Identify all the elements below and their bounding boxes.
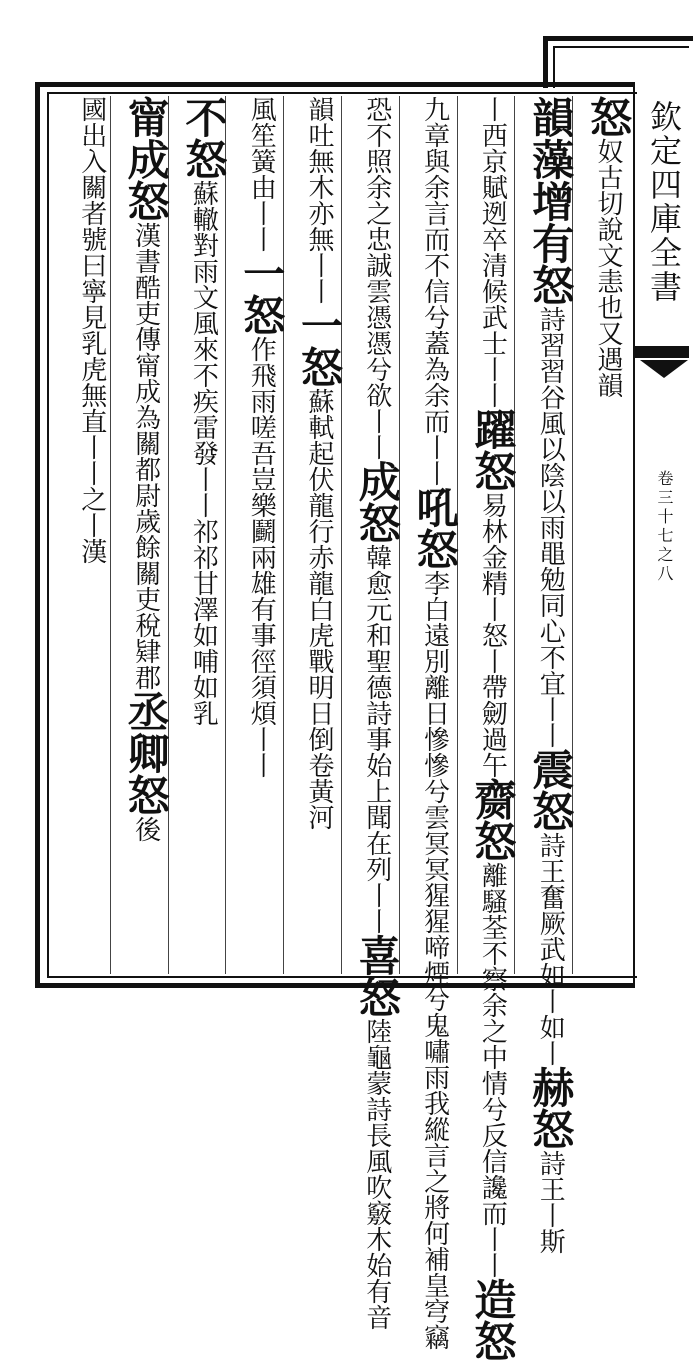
column-text: 恐不照余之忠誠雲憑憑兮欲丨丨 — [361, 96, 392, 460]
column-text: 九章與余言而不信兮蓋為余而丨丨 — [419, 96, 450, 486]
text-column — [52, 96, 110, 976]
frame-border — [553, 46, 689, 48]
headword: 丞卿怒 — [121, 690, 171, 816]
column-text: 丨丨祁祁甘澤如哺如乳 — [188, 466, 219, 726]
frame-border — [47, 92, 637, 94]
text-column — [168, 96, 229, 976]
margin-volume: 卷三十七之八 — [655, 470, 674, 584]
headword: 齌怒 — [468, 778, 518, 862]
frame-border — [35, 82, 40, 987]
text-column — [457, 96, 518, 1362]
headword: 喜怒 — [352, 934, 402, 1018]
headword: 震怒 — [526, 748, 576, 832]
headword: 成怒 — [352, 460, 402, 544]
column-text: 詩王奮厥武如丨如丨 — [535, 832, 566, 1066]
text-column — [399, 96, 460, 1350]
frame-border — [543, 36, 693, 41]
column-text: 漢 — [76, 538, 107, 564]
headword: 造怒 — [468, 1278, 518, 1362]
fishtail-mark — [640, 360, 688, 378]
column-text: 韓愈元和聖德詩事始上聞在列丨丨 — [361, 544, 392, 934]
column-rule — [168, 96, 169, 974]
column-text: 詩王丨斯 — [535, 1150, 566, 1254]
gutter-divider — [633, 82, 635, 987]
column-text: 離騷荃不察余之中情兮反信讒而丨丨 — [477, 862, 508, 1278]
frame-border — [553, 46, 555, 88]
text-column — [283, 96, 344, 976]
headword: 吼怒 — [410, 486, 460, 570]
frame-border — [543, 36, 548, 88]
headword: 一怒 — [237, 252, 287, 336]
column-text: 漢書酷吏傳甯成為關都尉歲餘關吏稅肄郡 — [130, 222, 161, 690]
column-rule — [341, 96, 342, 974]
column-rule — [225, 96, 226, 974]
margin-title: 欽定四庫全書 — [645, 100, 683, 304]
headword: 一怒 — [294, 304, 344, 388]
column-text: 蘇轍對雨文風來不疾雷發 — [188, 180, 219, 466]
fishtail-band — [635, 346, 689, 358]
column-rule — [283, 96, 284, 974]
column-text: 易林金精丨怒丨帶劒過午 — [477, 492, 508, 778]
headword: 甯成怒 — [121, 96, 171, 222]
text-column — [225, 96, 287, 976]
column-text: 李白遠別離日慘慘兮雲冥冥猩猩啼煙兮鬼嘯雨我縱言之將何補皇穹竊 — [419, 570, 450, 1350]
column-text: 丨西京賦迾卒清候武士丨丨 — [477, 96, 508, 408]
column-text: 陸龜蒙詩長風吹竅木始有音 — [361, 1018, 392, 1330]
column-text: 韻吐無木亦無丨丨 — [303, 96, 334, 304]
text-column — [514, 96, 576, 1254]
frame-border — [47, 92, 49, 977]
column-text: 恚也又遇韻 — [592, 268, 623, 398]
text-column — [341, 96, 402, 1330]
headword: 韻藻增有怒 — [526, 96, 576, 306]
headword: 赫怒 — [526, 1066, 576, 1150]
column-text: 風笙簧由丨丨 — [246, 96, 277, 252]
column-text: 蘇軾起伏龍行赤龍白虎戰明日倒卷黃河 — [303, 388, 334, 830]
text-column — [110, 96, 171, 976]
text-column — [572, 96, 633, 976]
column-text: 奴古切說文 — [592, 138, 623, 268]
headword: 不怒 — [179, 96, 229, 180]
column-text: 詩習習谷風以陰以雨黽勉同心不宜丨丨 — [535, 306, 566, 748]
column-text: 後 — [130, 816, 161, 842]
column-rule — [110, 96, 111, 974]
headword: 躍怒 — [468, 408, 518, 492]
column-text: 國出入關者號曰寧見乳虎無直丨丨之丨 — [76, 96, 107, 538]
column-text: 作飛雨嗟吾豈樂鬬兩雄有事徑須煩丨丨 — [246, 336, 277, 778]
headword: 怒 — [583, 96, 633, 138]
